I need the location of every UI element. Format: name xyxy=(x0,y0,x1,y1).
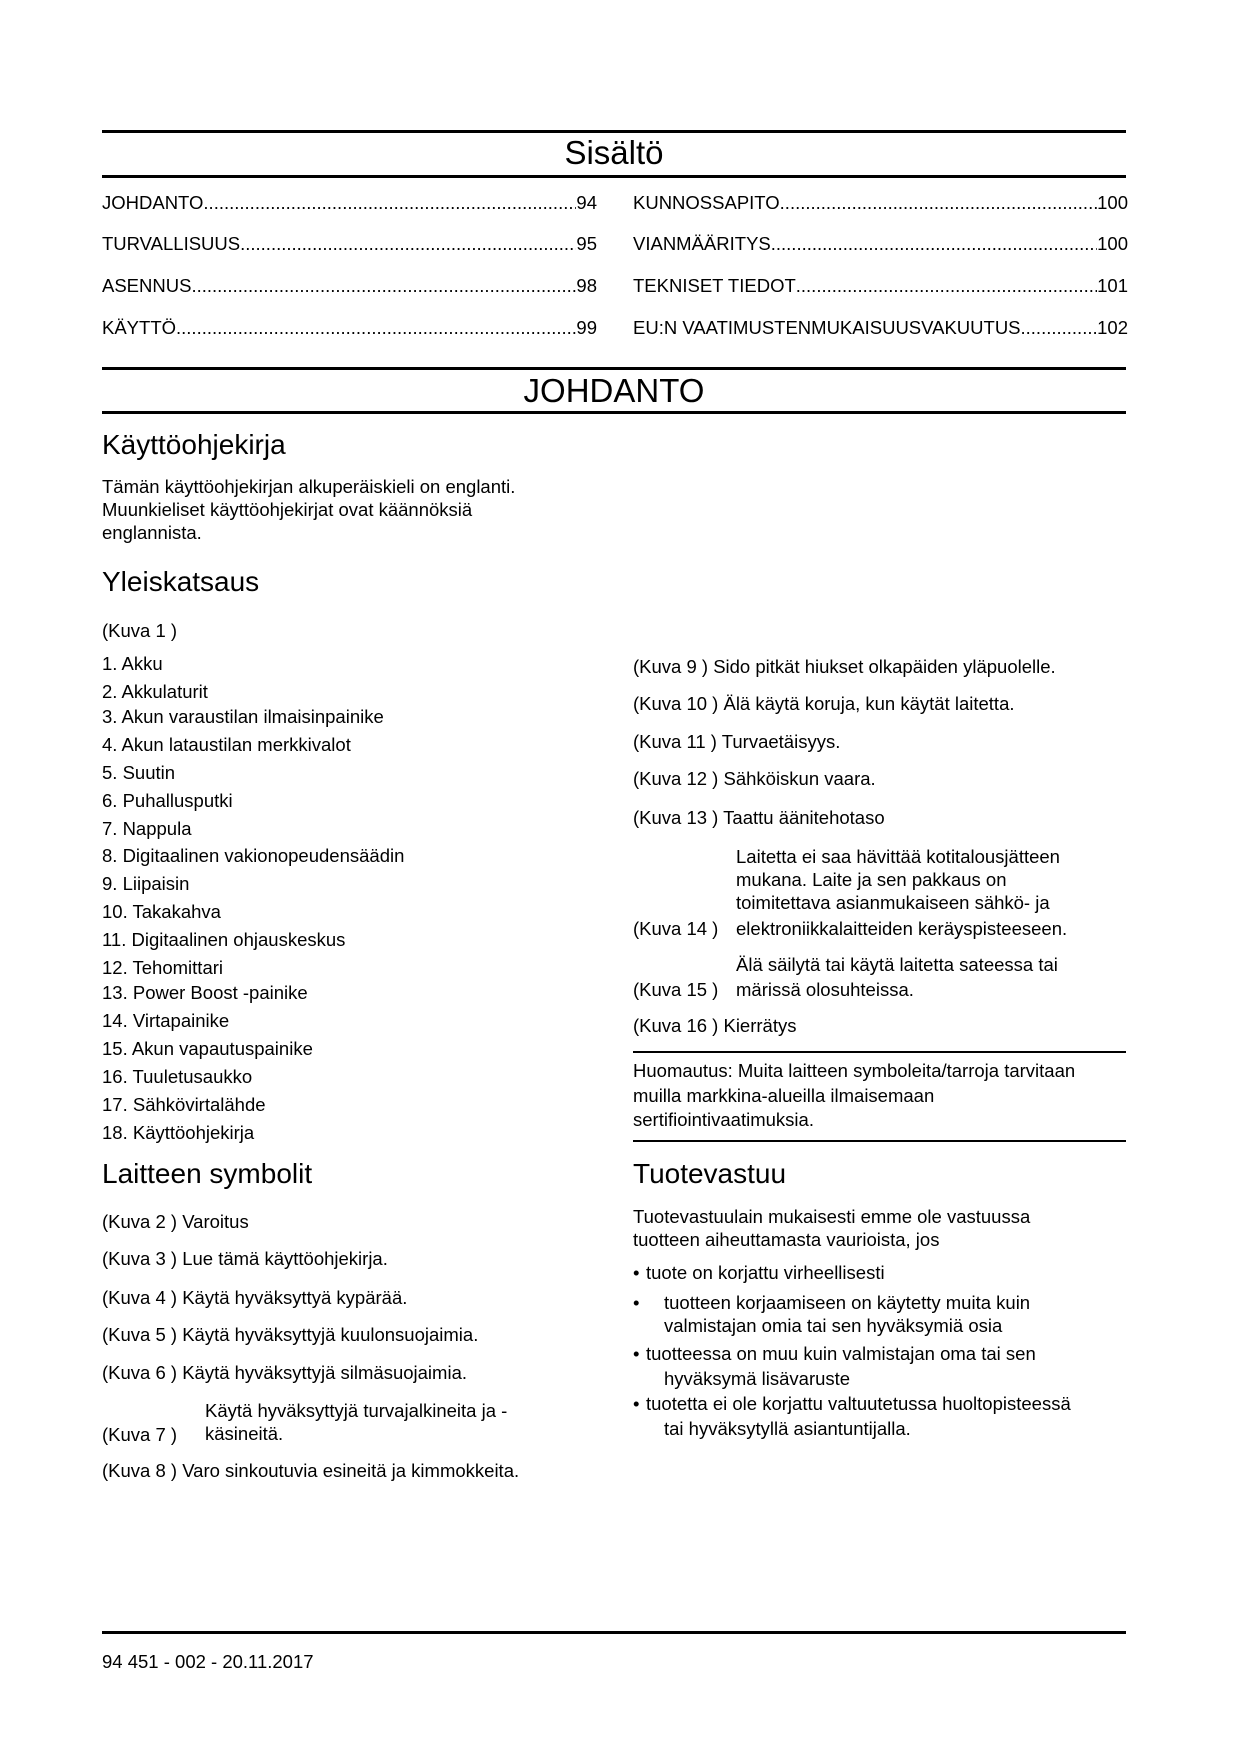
toc-label: TEKNISET TIEDOT xyxy=(633,275,796,296)
note-line xyxy=(633,1060,1075,1082)
toc-entry-vianmaaritys[interactable] xyxy=(633,233,1128,255)
bullet-text: tai hyväksytyllä asiantuntijalla. xyxy=(664,1418,911,1439)
toc-entry-turvallisuus[interactable] xyxy=(102,233,597,255)
bullet-text: tuote on korjattu virheellisesti xyxy=(646,1262,885,1283)
manual-text-line: englannista. xyxy=(102,522,202,543)
toc-entry-kunnossapito[interactable] xyxy=(633,192,1128,214)
toc-page: 101 xyxy=(1097,275,1128,296)
overview-heading: Yleiskatsaus xyxy=(102,566,260,597)
symbol-item-ref: (Kuva 7 ) xyxy=(102,1424,178,1445)
bullet-text: tuotteessa on muu kuin valmistajan oma tai sen xyxy=(646,1343,1036,1364)
symbol-item: (Kuva 2 ) Varoitus xyxy=(102,1211,249,1232)
symbol-item-text: Käytä hyväksyttyjä turvajalkineita ja - xyxy=(205,1400,508,1421)
list-item: 18. Käyttöohjekirja xyxy=(102,1122,255,1143)
liability-text-line: Tuotevastuulain mukaisesti emme ole vastuussa xyxy=(633,1206,1031,1227)
bullet-text: hyväksymä lisävaruste xyxy=(664,1368,851,1389)
toc-entry-asennus[interactable] xyxy=(102,275,597,297)
list-item: 17. Sähkövirtalähde xyxy=(102,1094,266,1115)
bullet-marker: • xyxy=(633,1262,640,1283)
bullet-text: tuotetta ei ole korjattu valtuutetussa huoltopisteessä xyxy=(646,1393,1071,1414)
symbol-item-text: märissä olosuhteissa. xyxy=(736,979,914,1000)
toc-page: 100 xyxy=(1097,192,1128,213)
note-line: muilla markkina-alueilla ilmaisemaan xyxy=(633,1085,935,1106)
symbol-item-text: mukana. Laite ja sen pakkaus on xyxy=(736,869,1007,890)
toc-label: VIANMÄÄRITYS xyxy=(633,233,771,254)
toc-label: KÄYTTÖ xyxy=(102,317,177,338)
symbol-item: (Kuva 4 ) Käytä hyväksyttyä kypärää. xyxy=(102,1287,408,1308)
list-item: 6. Puhallusputki xyxy=(102,790,233,811)
list-item: 4. Akun lataustilan merkkivalot xyxy=(102,734,351,755)
symbol-item-text: toimitettava asianmukaiseen sähkö- ja xyxy=(736,892,1050,913)
list-item: 2. Akkulaturit xyxy=(102,681,208,702)
list-item: 7. Nappula xyxy=(102,818,192,839)
note-top-rule xyxy=(633,1051,1126,1053)
symbol-item: (Kuva 12 ) Sähköiskun vaara. xyxy=(633,768,876,789)
toc-label: ASENNUS xyxy=(102,275,192,296)
liability-text-line: tuotteen aiheuttamasta vaurioista, jos xyxy=(633,1229,940,1250)
manual-text-line: Tämän käyttöohjekirjan alkuperäiskieli on englanti. xyxy=(102,476,516,497)
symbol-item-text: elektroniikkalaitteiden keräyspisteeseen. xyxy=(736,918,1068,939)
note-bottom-rule xyxy=(633,1140,1126,1142)
note-text: Muita laitteen symboleita/tarroja tarvitaan xyxy=(732,1060,1076,1081)
section-title: JOHDANTO xyxy=(523,372,705,409)
note-label: Huomautus: xyxy=(633,1060,733,1081)
list-item: 15. Akun vapautuspainike xyxy=(102,1038,313,1059)
list-item: 5. Suutin xyxy=(102,762,176,783)
list-item: 9. Liipaisin xyxy=(102,873,190,894)
liability-heading: Tuotevastuu xyxy=(633,1158,787,1189)
symbol-item: (Kuva 9 ) Sido pitkät hiukset olkapäiden yläpuolelle. xyxy=(633,656,1056,677)
toc-entry-eu-vakuutus[interactable] xyxy=(633,317,1128,339)
list-item: 14. Virtapainike xyxy=(102,1010,230,1031)
bullet-text: valmistajan omia tai sen hyväksymiä osia xyxy=(664,1315,1003,1336)
toc-label: JOHDANTO xyxy=(102,192,204,213)
toc-page: 94 xyxy=(576,192,597,213)
section-top-rule xyxy=(102,367,1126,370)
symbol-item: (Kuva 13 ) Taattu äänitehotaso xyxy=(633,807,885,828)
toc-entry-tekniset-tiedot[interactable] xyxy=(633,275,1128,297)
manual-text-line: Muunkieliset käyttöohjekirjat ovat käännöksiä xyxy=(102,499,473,520)
toc-title: Sisältö xyxy=(564,134,664,171)
list-item: 11. Digitaalinen ohjauskeskus xyxy=(102,929,346,950)
footer-rule xyxy=(102,1631,1126,1634)
symbol-item: (Kuva 11 ) Turvaetäisyys. xyxy=(633,731,841,752)
toc-label: EU:N VAATIMUSTENMUKAISUUSVAKUUTUS xyxy=(633,317,1021,338)
symbol-item: (Kuva 16 ) Kierrätys xyxy=(633,1015,797,1036)
footer-text: 94 451 - 002 - 20.11.2017 xyxy=(102,1651,314,1672)
note-line: sertifiointivaatimuksia. xyxy=(633,1109,814,1130)
symbol-item-ref: (Kuva 14 ) xyxy=(633,918,719,939)
list-item: 3. Akun varaustilan ilmaisinpainike xyxy=(102,706,384,727)
list-item: 12. Tehomittari xyxy=(102,957,223,978)
symbol-item-text: Älä säilytä tai käytä laitetta sateessa tai xyxy=(736,954,1058,975)
list-item: 13. Power Boost -painike xyxy=(102,982,308,1003)
toc-page: 98 xyxy=(576,275,597,296)
toc-entry-johdanto[interactable] xyxy=(102,192,597,214)
overview-figure-ref: (Kuva 1 ) xyxy=(102,620,178,641)
symbol-item: (Kuva 5 ) Käytä hyväksyttyjä kuulonsuojaimia. xyxy=(102,1324,479,1345)
symbol-item: (Kuva 6 ) Käytä hyväksyttyjä silmäsuojaimia. xyxy=(102,1362,467,1383)
toc-bottom-rule xyxy=(102,175,1126,178)
section-bottom-rule xyxy=(102,411,1126,414)
symbol-item-text: Laitetta ei saa hävittää kotitalousjätteen xyxy=(736,846,1060,867)
manual-heading: Käyttöohjekirja xyxy=(102,429,286,460)
bullet-marker: • xyxy=(633,1343,640,1364)
symbol-item: (Kuva 10 ) Älä käytä koruja, kun käytät laitetta. xyxy=(633,693,1015,714)
symbol-item-text: käsineitä. xyxy=(205,1423,284,1444)
list-item: 10. Takakahva xyxy=(102,901,221,922)
toc-page: 99 xyxy=(576,317,597,338)
symbol-item: (Kuva 3 ) Lue tämä käyttöohjekirja. xyxy=(102,1248,388,1269)
toc-entry-kaytto[interactable] xyxy=(102,317,597,339)
symbols-heading: Laitteen symbolit xyxy=(102,1158,313,1189)
toc-page: 102 xyxy=(1097,317,1128,338)
toc-label: TURVALLISUUS xyxy=(102,233,241,254)
list-item: 16. Tuuletusaukko xyxy=(102,1066,253,1087)
toc-top-rule xyxy=(102,130,1126,133)
toc-label: KUNNOSSAPITO xyxy=(633,192,780,213)
toc-page: 100 xyxy=(1097,233,1128,254)
list-item: 8. Digitaalinen vakionopeudensäädin xyxy=(102,845,405,866)
symbol-item: (Kuva 8 ) Varo sinkoutuvia esineitä ja kimmokkeita. xyxy=(102,1460,520,1481)
toc-page: 95 xyxy=(576,233,597,254)
bullet-marker: • xyxy=(633,1292,640,1313)
symbol-item-ref: (Kuva 15 ) xyxy=(633,979,719,1000)
bullet-text: tuotteen korjaamiseen on käytetty muita kuin xyxy=(664,1292,1031,1313)
bullet-marker: • xyxy=(633,1393,640,1414)
list-item: 1. Akku xyxy=(102,653,163,674)
